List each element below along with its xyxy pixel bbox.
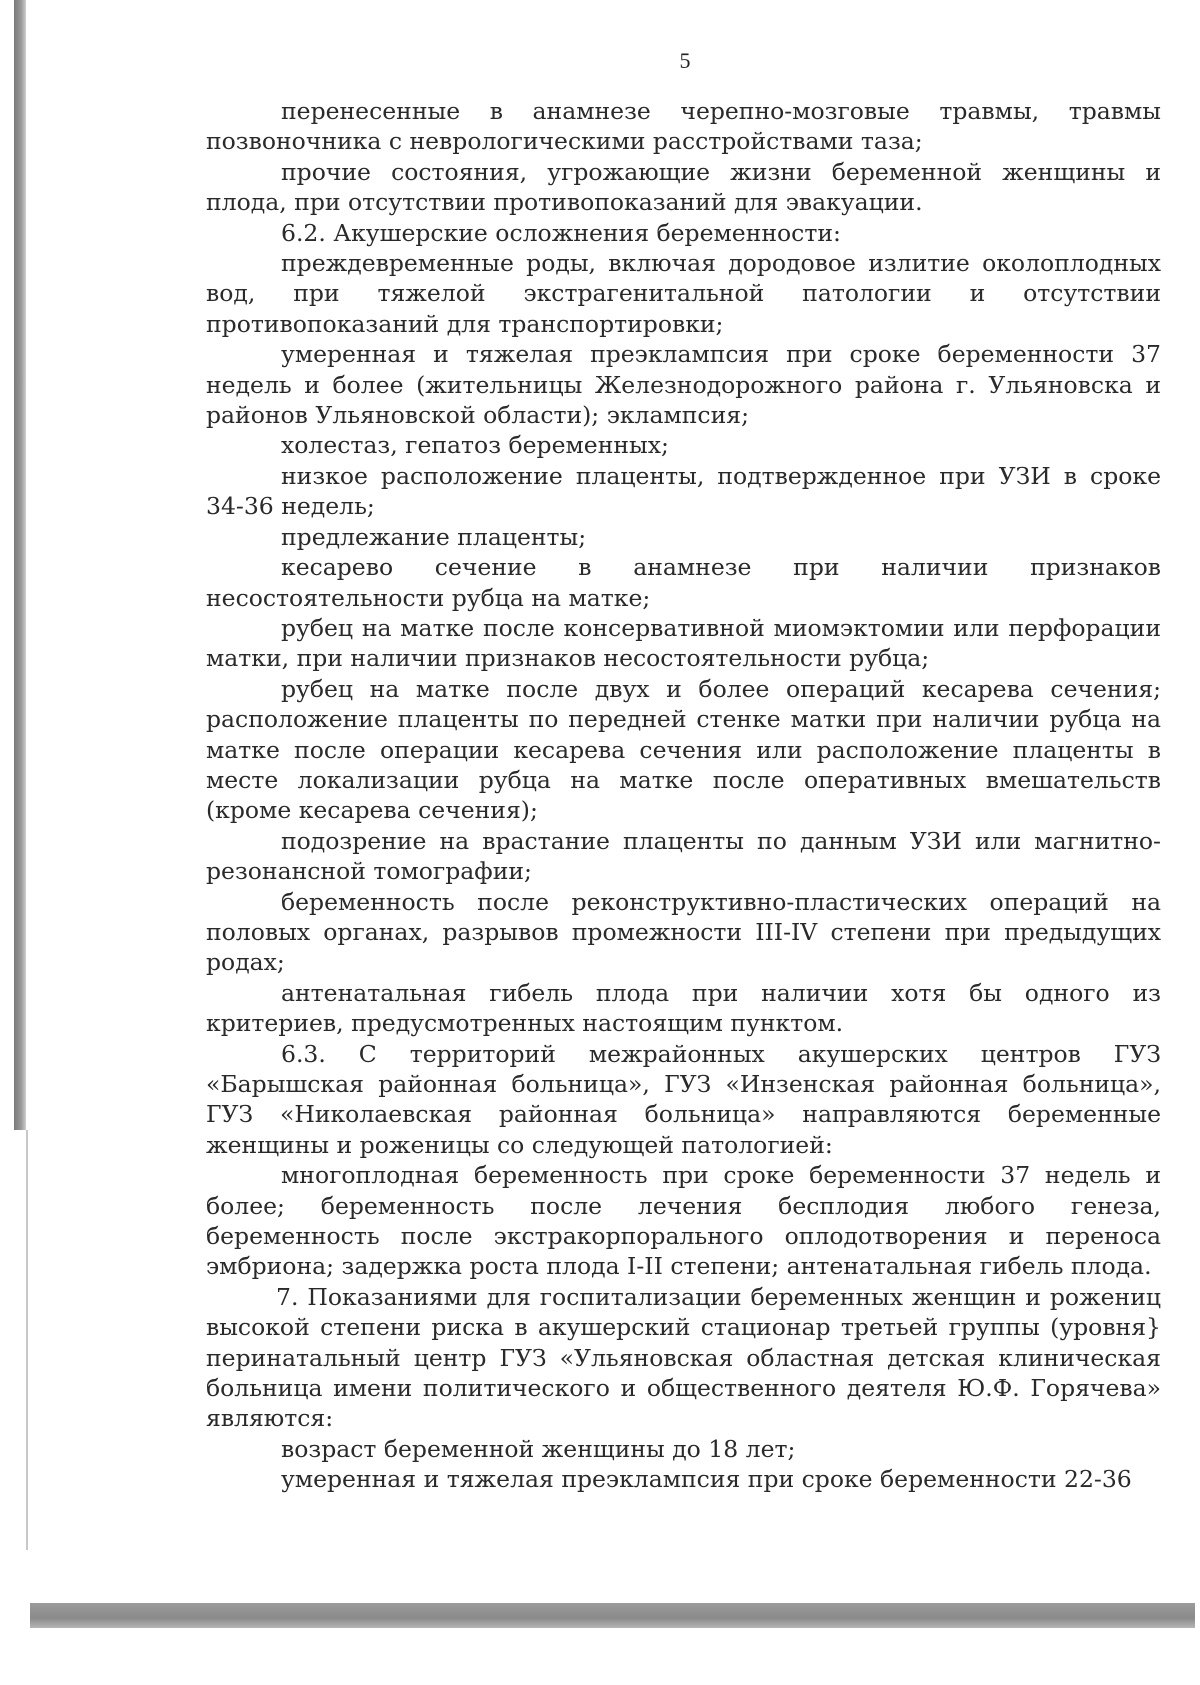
paragraph-10: рубец на матке после консервативной миомэктомии или перфорации матки, при наличии признаков несостоятельности рубца; [206, 613, 1161, 673]
paragraph-9: кесарево сечение в анамнезе при наличии признаков несостоятельности рубца на матке; [206, 553, 1161, 612]
paragraph-13: беременность после реконструктивно-пластических операций на половых органах, разрывов промежности III-IV степени при предыдущих родах; [206, 887, 1161, 977]
section-6-3: 6.3. С территорий межрайонных акушерских центров ГУЗ «Барышская районная больница», ГУЗ «Инзенская районная больница», ГУЗ «Николаевская районная больница» направляются беременные женщины и роженицы со следующей патологией: [206, 1039, 1161, 1159]
paragraph-12: подозрение на врастание плаценты по данным УЗИ или магнитно-резонансной томографии; [206, 826, 1161, 886]
scan-edge-left [14, 0, 26, 1130]
paragraph-1: перенесенные в анамнезе черепно-мозговые травмы, травмы позвоночника с неврологическими расстройствами таза; [206, 97, 1161, 156]
page-number: 5 [679, 48, 691, 73]
paragraph-2: прочие состояния, угрожающие жизни беременной женщины и плода, при отсутствии противопоказаний для эвакуации. [206, 157, 1161, 217]
paragraph-8: предлежание плаценты; [281, 522, 587, 551]
scan-edge-left-thin [26, 1130, 28, 1550]
paragraph-4: преждевременные роды, включая дородовое излитие околоплодных вод, при тяжелой экстрагенитальной патологии и отсутствии противопоказаний для транспортировки; [206, 249, 1161, 338]
paragraph-11: рубец на матке после двух и более операций кесарева сечения; расположение плаценты по передней стенке матки при наличии рубца на матке после операции кесарева сечения или расположение плаценты в месте локализации рубца на матке после оперативных вмешательств (кроме кесарева сечения); [206, 674, 1161, 825]
document-body [206, 96, 1161, 1495]
paragraph-19: умеренная и тяжелая преэклампсия при сроке беременности 22-36 [281, 1465, 1132, 1494]
paragraph-16: многоплодная беременность при сроке беременности 37 недель и более; беременность после лечения бесплодия любого генеза, беременность после экстракорпорального оплодотворения и переноса эмбриона; задержка роста плода I-II степени; антенатальная гибель плода. [206, 1161, 1161, 1281]
paragraph-5: умеренная и тяжелая преэклампсия при сроке беременности 37 недель и более (жительницы Железнодорожного района г. Ульяновска и районов Ульяновской области); эклампсия; [206, 340, 1161, 430]
paragraph-14: антенатальная гибель плода при наличии хотя бы одного из критериев, предусмотренных настоящим пунктом. [206, 978, 1161, 1038]
section-heading-6-2: 6.2. Акушерские осложнения беременности: [281, 218, 841, 247]
paragraph-7: низкое расположение плаценты, подтвержденное при УЗИ в сроке 34-36 недель; [206, 461, 1161, 521]
paragraph-6: холестаз, гепатоз беременных; [281, 431, 669, 460]
paragraph-18: возраст беременной женщины до 18 лет; [281, 1434, 796, 1463]
section-7: 7. Показаниями для госпитализации беременных женщин и рожениц высокой степени риска в акушерский стационар третьей группы (уровня} перинатальный центр ГУЗ «Ульяновская областная детская клиническая больница имени политического и общественного деятеля Ю.Ф. Горячева» являются: [206, 1282, 1161, 1433]
scan-edge-bottom [30, 1603, 1195, 1628]
